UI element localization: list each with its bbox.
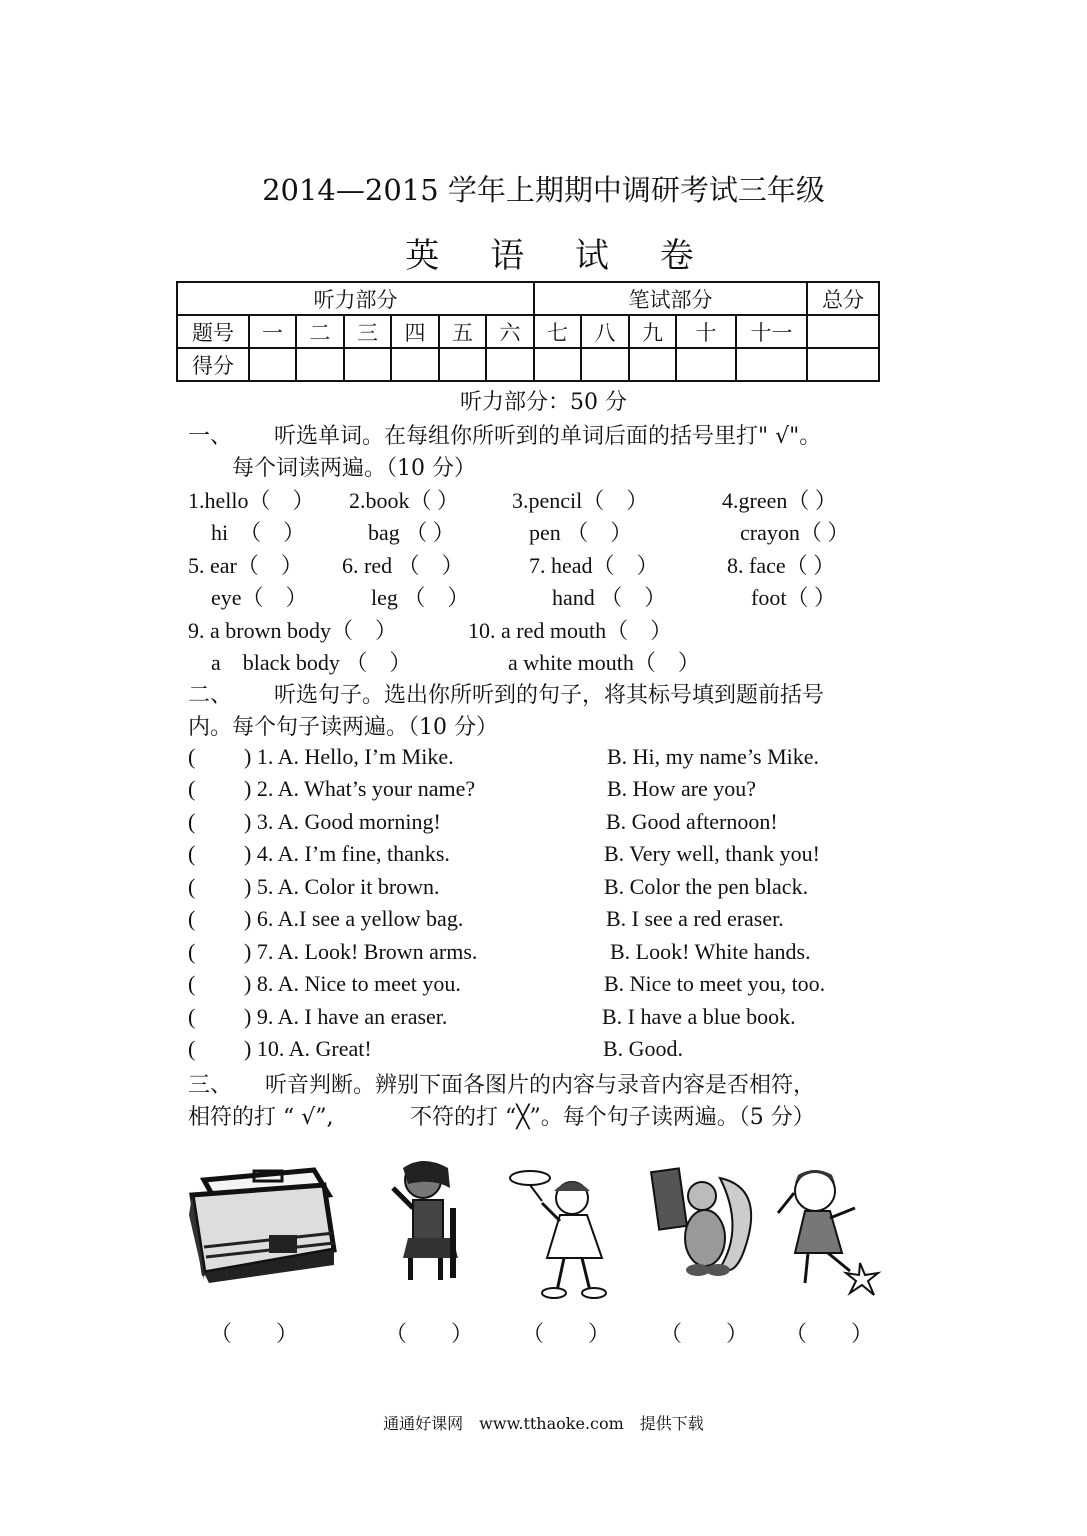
briefcase-picture <box>184 1155 344 1285</box>
question-number: 一 <box>249 315 296 348</box>
section3-instruction-2b: 不符的打 “╳”。每个句子读两遍。（5 分） <box>410 1105 815 1130</box>
answer-paren[interactable]: ( <box>188 874 196 899</box>
sentence-option-a: ) 10. A. Great! <box>244 1036 372 1061</box>
section1-instruction-2: 每个词读两遍。（10 分） <box>232 456 476 481</box>
sentence-option-b: B. Hi, my name’s Mike. <box>607 744 820 769</box>
word-choice: 6. red （ ） <box>342 553 464 578</box>
sentence-option-a: ) 8. A. Nice to meet you. <box>244 971 461 996</box>
phrase-choice: a black body （ ） <box>211 650 412 675</box>
answer-paren[interactable]: ( <box>188 744 196 769</box>
score-cell[interactable] <box>249 348 296 381</box>
score-cell[interactable] <box>676 348 736 381</box>
question-number: 二 <box>296 315 344 348</box>
written-part-header: 笔试部分 <box>534 282 807 315</box>
row-score-label: 得分 <box>177 348 249 381</box>
score-cell[interactable] <box>344 348 391 381</box>
section2-instruction-2: 内。每个句子读两遍。（10 分） <box>188 715 498 740</box>
girl-kicking-picture <box>770 1163 888 1303</box>
word-choice: 7. head（ ） <box>529 553 659 578</box>
word-choice: foot（ ） <box>751 585 836 610</box>
word-choice: 8. face（ ） <box>727 553 836 578</box>
sentence-option-b: B. I have a blue book. <box>602 1004 796 1029</box>
sentence-option-a: ) 4. A. I’m fine, thanks. <box>244 841 450 866</box>
phrase-choice: 9. a brown body（ ） <box>188 618 397 643</box>
question-number: 八 <box>581 315 629 348</box>
question-number: 六 <box>486 315 534 348</box>
squirrel-with-book-picture <box>650 1158 760 1288</box>
answer-paren[interactable]: ( <box>188 939 196 964</box>
listening-heading: 听力部分：50 分 <box>460 390 627 415</box>
score-cell[interactable] <box>439 348 486 381</box>
phrase-choice: 10. a red mouth（ ） <box>468 618 673 643</box>
question-number: 十一 <box>736 315 807 348</box>
sentence-option-a: ) 3. A. Good morning! <box>244 809 441 834</box>
word-choice: 4.green（ ） <box>722 488 837 513</box>
sentence-option-a: ) 5. A. Color it brown. <box>244 874 440 899</box>
listening-part-header: 听力部分 <box>177 282 534 315</box>
picture-answer-blank[interactable]: （ ） <box>522 1321 611 1346</box>
sentence-option-b: B. Color the pen black. <box>604 874 809 899</box>
section2-number: 二、 <box>188 683 233 708</box>
score-cell[interactable] <box>629 348 676 381</box>
answer-paren[interactable]: ( <box>188 1004 196 1029</box>
score-cell[interactable] <box>807 348 879 381</box>
sentence-option-a: ) 6. A.I see a yellow bag. <box>244 906 464 931</box>
section1-instruction: 听选单词。在每组你所听到的单词后面的括号里打" √"。 <box>274 424 822 449</box>
question-number: 三 <box>344 315 391 348</box>
picture-answer-blank[interactable]: （ ） <box>210 1321 299 1346</box>
score-cell[interactable] <box>486 348 534 381</box>
word-choice: pen （ ） <box>529 520 633 545</box>
answer-paren[interactable]: ( <box>188 906 196 931</box>
word-choice: 5. ear（ ） <box>188 553 303 578</box>
phrase-choice: a white mouth（ ） <box>508 650 700 675</box>
section2-instruction: 听选句子。选出你所听到的句子，将其标号填到题前括号 <box>274 683 825 708</box>
sentence-option-a: ) 9. A. I have an eraser. <box>244 1004 448 1029</box>
score-cell[interactable] <box>534 348 581 381</box>
exam-title: 2014—2015 学年上期期中调研考试三年级 <box>262 173 825 207</box>
total-score-cell[interactable] <box>807 315 879 348</box>
score-cell[interactable] <box>391 348 439 381</box>
picture-answer-blank[interactable]: （ ） <box>385 1321 474 1346</box>
section1-number: 一、 <box>188 424 233 449</box>
section3-instruction-2a: 相符的打 “ √”, <box>188 1105 334 1130</box>
answer-paren[interactable]: ( <box>188 971 196 996</box>
word-choice: hand （ ） <box>552 585 667 610</box>
score-cell[interactable] <box>736 348 807 381</box>
row-number-label: 题号 <box>177 315 249 348</box>
picture-answer-blank[interactable]: （ ） <box>785 1321 874 1346</box>
section3-number: 三、 <box>188 1073 233 1098</box>
sentence-option-a: ) 2. A. What’s your name? <box>244 776 476 801</box>
picture-answer-blank[interactable]: （ ） <box>660 1321 749 1346</box>
sentence-option-b: B. Very well, thank you! <box>604 841 820 866</box>
answer-paren[interactable]: ( <box>188 776 196 801</box>
exam-subtitle: 英 语 试 卷 <box>405 236 714 276</box>
answer-paren[interactable]: ( <box>188 841 196 866</box>
word-choice: 1.hello（ ） <box>188 488 315 513</box>
question-number: 五 <box>439 315 486 348</box>
word-choice: hi （ ） <box>211 520 306 545</box>
sentence-option-b: B. Nice to meet you, too. <box>604 971 826 996</box>
word-choice: leg （ ） <box>371 585 470 610</box>
word-choice: eye（ ） <box>211 585 308 610</box>
sentence-option-b: B. I see a red eraser. <box>606 906 784 931</box>
sentence-option-b: B. Look! White hands. <box>610 939 811 964</box>
sentence-option-a: ) 7. A. Look! Brown arms. <box>244 939 478 964</box>
word-choice: 2.book（ ） <box>349 488 460 513</box>
section3-instruction: 听音判断。辨别下面各图片的内容与录音内容是否相符， <box>265 1073 816 1098</box>
total-header: 总分 <box>807 282 879 315</box>
girl-with-plate-picture <box>502 1163 627 1303</box>
sentence-option-b: B. Good afternoon! <box>606 809 778 834</box>
answer-paren[interactable]: ( <box>188 1036 196 1061</box>
score-cell[interactable] <box>296 348 344 381</box>
question-number: 四 <box>391 315 439 348</box>
sentence-option-b: B. Good. <box>603 1036 684 1061</box>
word-choice: 3.pencil（ ） <box>512 488 649 513</box>
sentence-option-a: ) 1. A. Hello, I’m Mike. <box>244 744 454 769</box>
question-number: 九 <box>629 315 676 348</box>
word-choice: crayon（ ） <box>740 520 850 545</box>
word-choice: bag （ ） <box>368 520 455 545</box>
answer-paren[interactable]: ( <box>188 809 196 834</box>
question-number: 七 <box>534 315 581 348</box>
score-table <box>176 281 880 382</box>
girl-on-chair-picture <box>378 1158 478 1283</box>
sentence-option-b: B. How are you? <box>607 776 757 801</box>
question-number: 十 <box>676 315 736 348</box>
footer-source: 通通好课网 www.tthaoke.com 提供下载 <box>383 1414 704 1433</box>
score-cell[interactable] <box>581 348 629 381</box>
